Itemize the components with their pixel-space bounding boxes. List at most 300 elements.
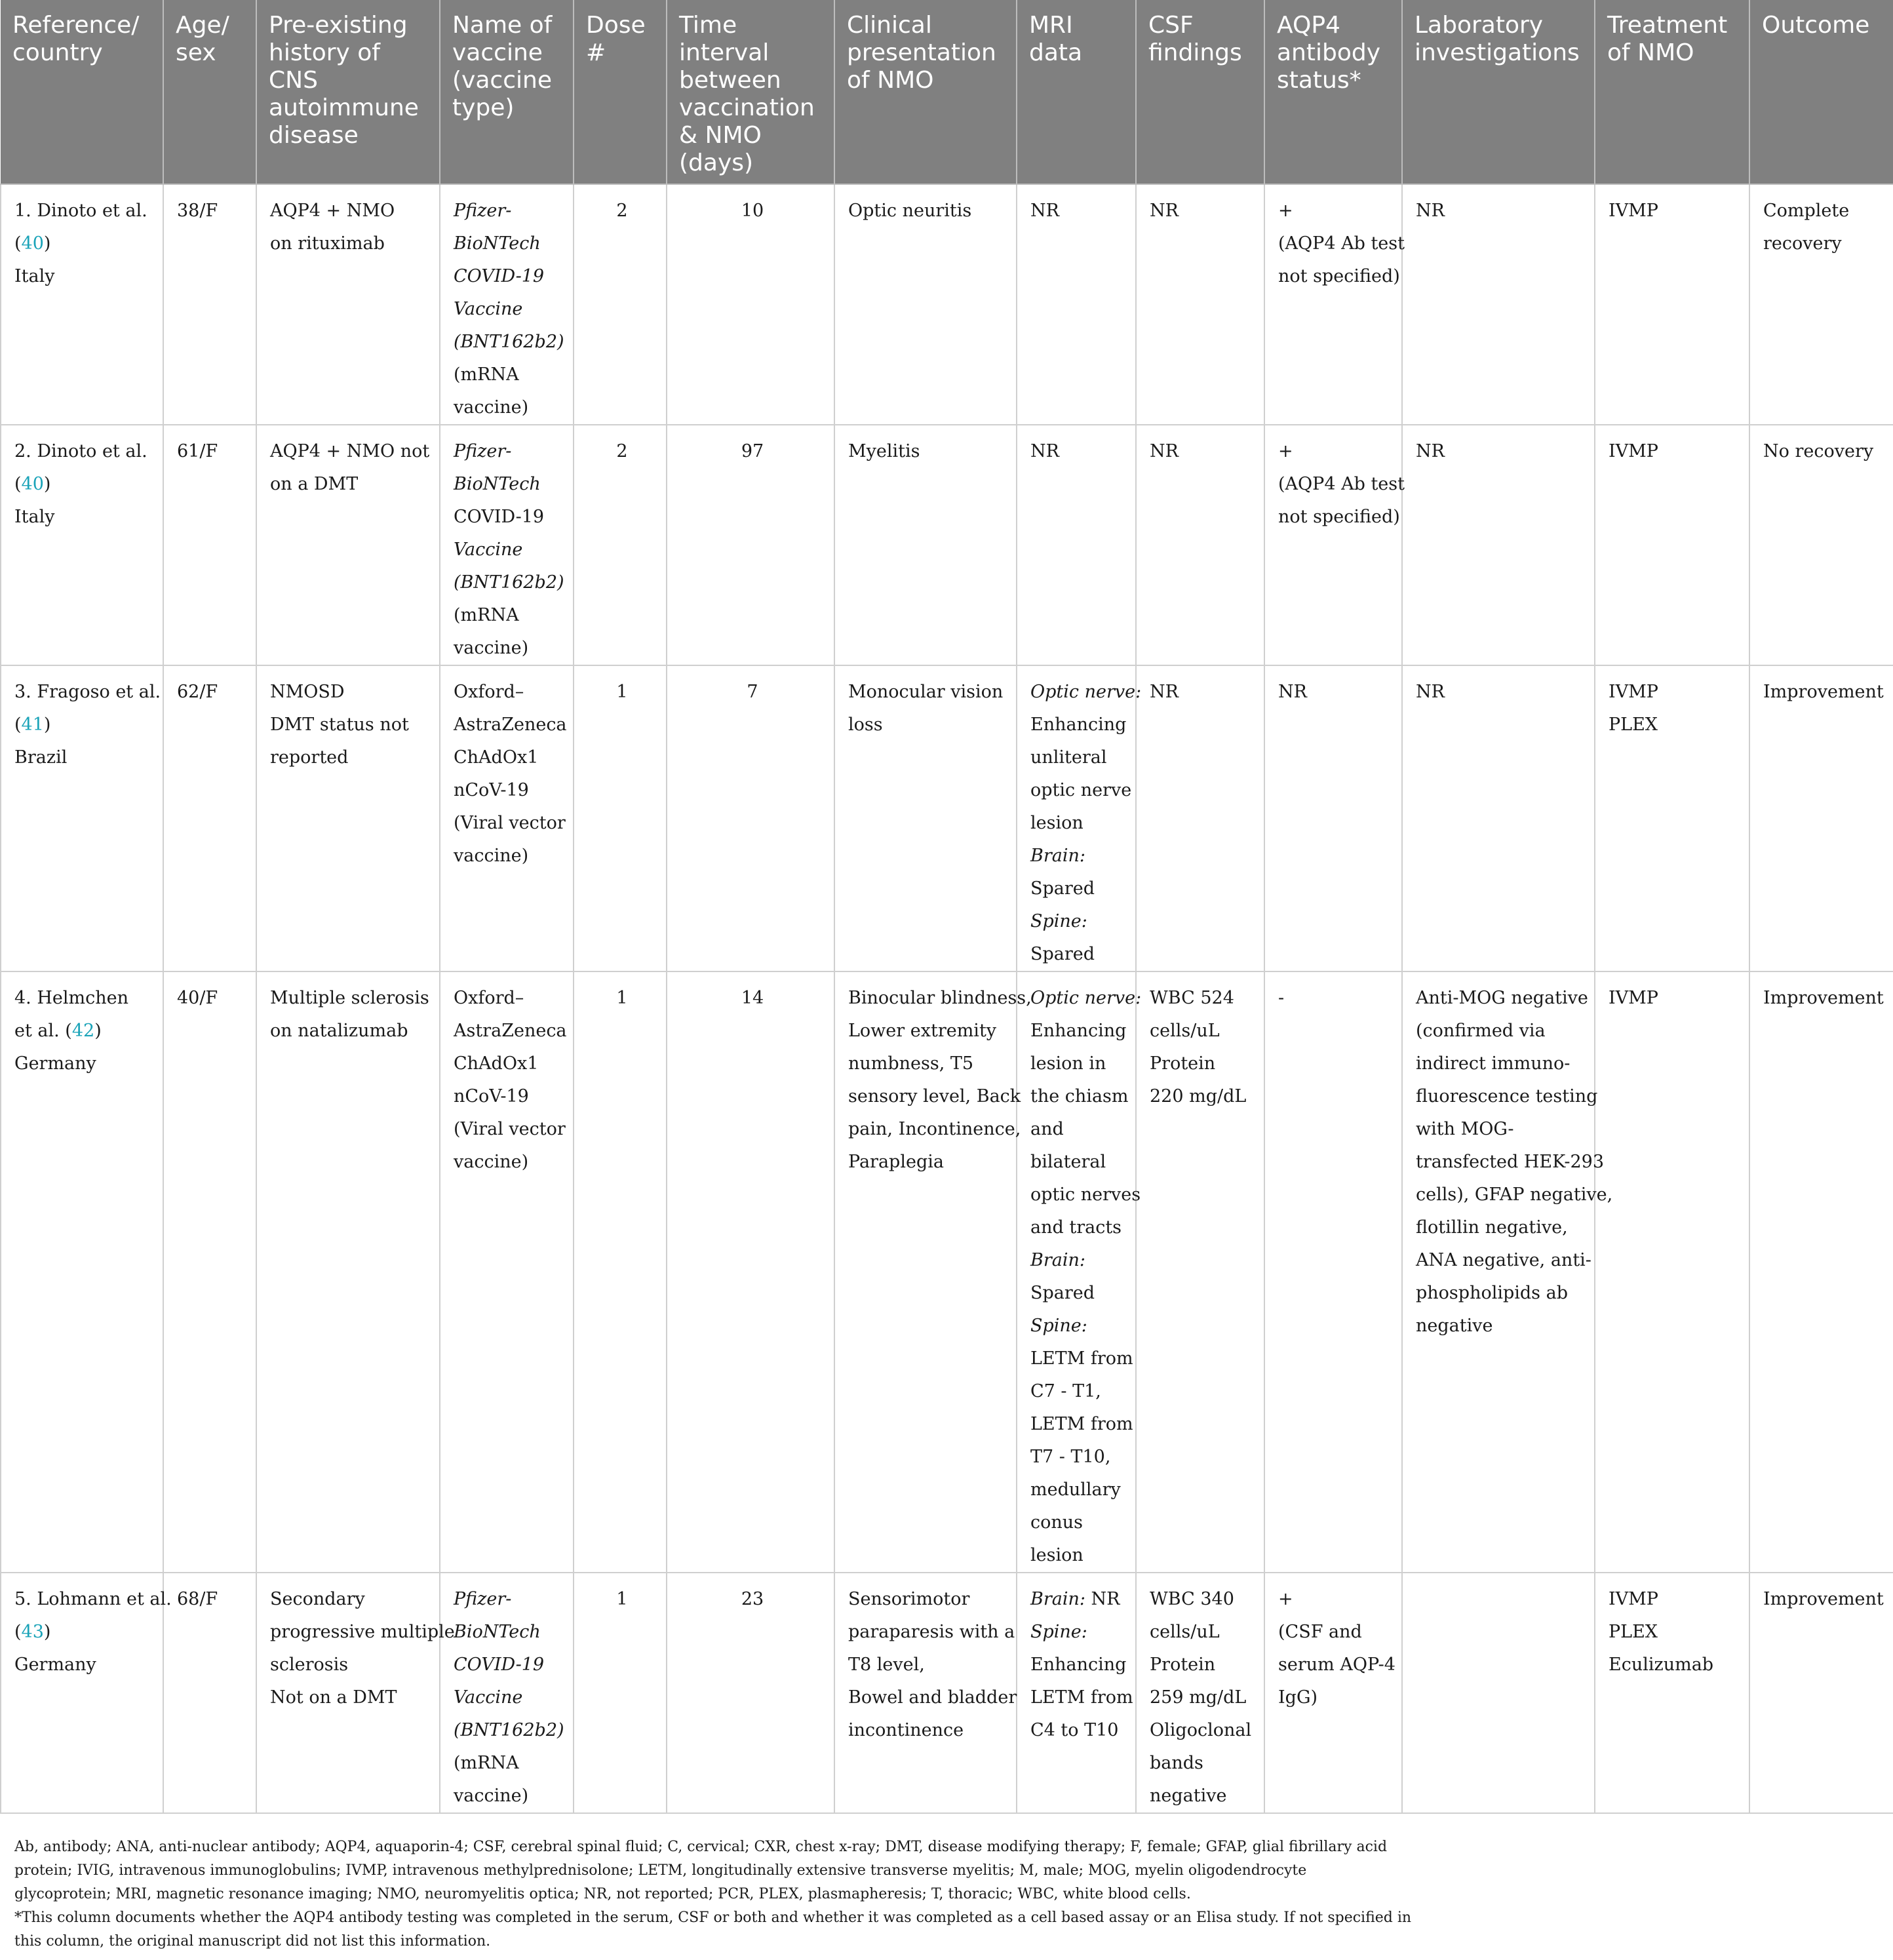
mri-cell [1017, 665, 1142, 971]
interval-cell [667, 665, 834, 971]
vaccine-cell-line: vaccine) [454, 846, 529, 866]
lab-cell [1402, 665, 1595, 971]
reference-cell [1, 1573, 172, 1813]
reference-cell [1, 184, 163, 425]
header-line: (days) [679, 149, 754, 176]
mri-cell-line: lesion [1030, 813, 1083, 833]
presentation-cell-line: pain, Incontinence, [848, 1119, 1021, 1139]
citation-link[interactable]: 41 [21, 715, 44, 735]
header-line: presentation [847, 39, 996, 66]
table-footnotes [14, 1835, 1456, 1953]
aqp4-cell [1264, 425, 1405, 665]
header-lab [1402, 0, 1595, 184]
csf-cell-line: cells/uL [1150, 1021, 1220, 1041]
treatment-cell [1595, 971, 1749, 1573]
presentation-cell [834, 1573, 1017, 1813]
vaccine-cell [440, 665, 574, 971]
presentation-cell [834, 971, 1032, 1573]
mri-cell-line: bilateral [1030, 1152, 1106, 1172]
outcome-cell-line: Complete [1763, 201, 1850, 221]
interval-value: 23 [741, 1589, 764, 1609]
mri-cell-line: Enhancing [1030, 1655, 1127, 1675]
vaccine-cell-line: nCoV-19 [454, 780, 529, 800]
vaccine-cell-line: Vaccine [454, 1687, 523, 1708]
csf-cell-line: 259 mg/dL [1150, 1687, 1247, 1708]
treatment-cell-line: IVMP [1609, 682, 1658, 702]
citation-prefix: ( [14, 1622, 22, 1642]
mri-cell-line: Spared [1030, 878, 1095, 899]
vaccine-cell-line: (Viral vector [454, 813, 566, 833]
interval-cell [667, 971, 834, 1573]
footnote-line: protein; IVIG, intravenous immunoglobulins; IVMP, intravenous methylprednisolone; LETM, longitudinally extensive transverse myelitis; M, male; MOG, myelin oligodendrocyte [14, 1862, 1307, 1879]
age-sex-value: 38/F [177, 201, 218, 221]
citation-link[interactable]: 40 [21, 474, 44, 494]
mri-cell-line: Spared [1030, 944, 1095, 964]
vaccine-cell-line: (BNT162b2) [454, 1720, 564, 1740]
table-row [1, 971, 1893, 1573]
mri-cell-line: T7 - T10, [1030, 1447, 1111, 1467]
aqp4-cell-line: not specified) [1278, 507, 1400, 527]
mri-cell-line: Spine: [1030, 1622, 1087, 1642]
mri-cell-line: and [1030, 1119, 1064, 1139]
csf-cell [1136, 665, 1264, 971]
mri-cell-line: conus [1030, 1512, 1083, 1533]
csf-cell [1136, 1573, 1264, 1813]
outcome-cell-line: recovery [1763, 233, 1842, 254]
age-sex-cell [163, 1573, 256, 1813]
csf-cell [1136, 971, 1264, 1573]
lab-cell-line: cells), GFAP negative, [1416, 1185, 1613, 1205]
vaccine-cell-line: Vaccine [454, 299, 523, 319]
mri-region-label: Brain: [1030, 1589, 1085, 1609]
lab-cell-line: fluorescence testing [1416, 1086, 1598, 1107]
header-history [256, 0, 440, 184]
reference-country: Italy [14, 266, 55, 286]
lab-cell-line: Anti-MOG negative [1416, 988, 1588, 1008]
citation-suffix: ) [94, 1021, 102, 1041]
treatment-cell-line: IVMP [1609, 201, 1658, 221]
mri-cell-line: and tracts [1030, 1217, 1122, 1238]
presentation-cell-line: paraparesis with a [848, 1622, 1015, 1642]
history-cell [256, 425, 440, 665]
interval-value: 10 [741, 201, 764, 221]
lab-cell [1402, 425, 1595, 665]
header-line: vaccination [679, 94, 815, 121]
history-cell-line: NMOSD [270, 682, 345, 702]
mri-cell-line: lesion [1030, 1545, 1083, 1565]
header-line: Age/ [176, 12, 229, 39]
history-cell-line: on a DMT [270, 474, 359, 494]
header-line: of NMO [847, 67, 934, 94]
reference-citation [14, 227, 153, 260]
table-body [1, 184, 1893, 1813]
treatment-cell-line: IVMP [1609, 988, 1658, 1008]
aqp4-cell-line: IgG) [1278, 1687, 1318, 1708]
dose-value: 2 [616, 201, 628, 221]
vaccine-cell-line: BioNTech [454, 474, 541, 494]
treatment-cell-line: IVMP [1609, 441, 1658, 461]
vaccine-cell-line: nCoV-19 [454, 1086, 529, 1107]
vaccine-cell [440, 1573, 574, 1813]
history-cell-line: reported [270, 747, 349, 768]
aqp4-cell-line: serum AQP-4 [1278, 1655, 1395, 1675]
vaccine-cell-line: (Viral vector [454, 1119, 566, 1139]
history-cell [256, 665, 440, 971]
lab-cell [1402, 184, 1595, 425]
reference-citation [14, 1616, 153, 1649]
vaccine-cell [440, 184, 574, 425]
header-line: Clinical [847, 12, 932, 39]
csf-cell-line: cells/uL [1150, 1622, 1220, 1642]
presentation-cell-line: Optic neuritis [848, 201, 972, 221]
csf-cell-line: Protein [1150, 1655, 1216, 1675]
mri-cell-line: Brain: [1030, 846, 1085, 866]
lab-cell-line: NR [1416, 682, 1445, 702]
reference-authors: 2. Dinoto et al. [14, 441, 147, 461]
vaccine-cell-line: Oxford– [454, 682, 524, 702]
aqp4-cell [1264, 184, 1405, 425]
vaccine-cell-line: AstraZeneca [454, 1021, 567, 1041]
aqp4-cell-line: (CSF and [1278, 1622, 1362, 1642]
outcome-cell-line: Improvement [1763, 682, 1884, 702]
history-cell-line: on natalizumab [270, 1021, 408, 1041]
mri-region-value: NR [1085, 1589, 1120, 1609]
citation-prefix: ( [14, 474, 22, 494]
lab-cell-line: negative [1416, 1316, 1493, 1336]
vaccine-cell-line: COVID-19 [454, 507, 545, 527]
vaccine-cell-line: AstraZeneca [454, 715, 567, 735]
age-sex-cell [163, 971, 256, 1573]
vaccine-cell-line: vaccine) [454, 1152, 529, 1172]
aqp4-cell-line: (AQP4 Ab test [1278, 233, 1405, 254]
outcome-cell-line: No recovery [1763, 441, 1874, 461]
mri-cell-line [1030, 1583, 1126, 1616]
presentation-cell-line: Lower extremity [848, 1021, 997, 1041]
reference-authors: 4. Helmchen [14, 988, 128, 1008]
mri-cell-line: optic nerves [1030, 1185, 1141, 1205]
reference-authors: 1. Dinoto et al. [14, 201, 147, 221]
mri-cell-line: Enhancing [1030, 1021, 1127, 1041]
interval-value: 7 [747, 682, 758, 702]
header-reference [1, 0, 163, 184]
header-line: investigations [1415, 39, 1580, 66]
citation-link[interactable]: 42 [71, 1021, 95, 1041]
dose-cell [574, 425, 667, 665]
header-vaccine [440, 0, 574, 184]
dose-value: 1 [616, 1589, 628, 1609]
age-sex-cell [163, 425, 256, 665]
vaccine-cell-line: ChAdOx1 [454, 1053, 539, 1074]
mri-cell-line: LETM from [1030, 1414, 1133, 1434]
vaccine-cell-line: Pfizer- [454, 441, 512, 461]
mri-cell [1017, 184, 1136, 425]
interval-cell [667, 184, 834, 425]
lab-cell [1402, 971, 1613, 1573]
header-line: data [1029, 39, 1083, 66]
header-line: Reference/ [12, 12, 140, 39]
header-line: Laboratory [1415, 12, 1544, 39]
vaccine-cell-line: BioNTech [454, 233, 541, 254]
mri-cell-line: Spine: [1030, 1316, 1087, 1336]
header-presentation [834, 0, 1017, 184]
reference-authors: 5. Lohmann et al. [14, 1589, 172, 1609]
mri-cell-line: NR [1030, 201, 1059, 221]
aqp4-cell [1264, 1573, 1402, 1813]
presentation-cell-line: Sensorimotor [848, 1589, 970, 1609]
csf-cell [1136, 425, 1264, 665]
mri-cell-line: C7 - T1, [1030, 1381, 1101, 1401]
header-line: interval [679, 39, 770, 66]
vaccine-cell-line: (BNT162b2) [454, 572, 564, 593]
lab-cell-line: indirect immuno- [1416, 1053, 1571, 1074]
treatment-cell [1595, 1573, 1749, 1813]
csf-cell-line: NR [1150, 682, 1179, 702]
vaccine-cell-line: ChAdOx1 [454, 747, 539, 768]
presentation-cell-line: Paraplegia [848, 1152, 944, 1172]
dose-cell [574, 665, 667, 971]
header-line: disease [269, 122, 359, 149]
dose-cell [574, 1573, 667, 1813]
header-line: country [12, 39, 103, 66]
age-sex-cell [163, 665, 256, 971]
footnote-line: this column, the original manuscript did not list this information. [14, 1933, 491, 1950]
presentation-cell-line: Bowel and bladder [848, 1687, 1017, 1708]
aqp4-cell-line: (AQP4 Ab test [1278, 474, 1405, 494]
outcome-cell [1749, 425, 1893, 665]
mri-cell-line: unliteral [1030, 747, 1107, 768]
csf-cell [1136, 184, 1264, 425]
vaccine-cell-line: (BNT162b2) [454, 332, 564, 352]
vaccine-cell-line: vaccine) [454, 1786, 529, 1806]
header-interval [667, 0, 834, 184]
citation-suffix: ) [43, 1622, 51, 1642]
mri-cell-line: C4 to T10 [1030, 1720, 1119, 1740]
age-sex-value: 40/F [177, 988, 218, 1008]
header-line: & NMO [679, 122, 762, 149]
citation-prefix: ( [14, 715, 22, 735]
lab-cell-line: with MOG- [1416, 1119, 1514, 1139]
mri-cell-line: Spared [1030, 1283, 1095, 1303]
vaccine-cell-line: COVID-19 [454, 266, 545, 286]
treatment-cell-line: IVMP [1609, 1589, 1658, 1609]
aqp4-cell-line: not specified) [1278, 266, 1400, 286]
history-cell [256, 1573, 455, 1813]
csf-cell-line: NR [1150, 441, 1179, 461]
vaccine-cell-line: Pfizer- [454, 201, 512, 221]
presentation-cell [834, 665, 1017, 971]
reference-country: Brazil [14, 747, 68, 768]
reference-country: Germany [14, 1655, 96, 1675]
interval-value: 97 [741, 441, 764, 461]
aqp4-cell-line: + [1278, 201, 1293, 221]
lab-cell-line: (confirmed via [1416, 1021, 1546, 1041]
table-header-row [1, 0, 1893, 184]
csf-cell-line: NR [1150, 201, 1179, 221]
header-line: AQP4 [1277, 12, 1340, 39]
history-cell [256, 184, 440, 425]
reference-country: Germany [14, 1053, 96, 1074]
presentation-cell-line: incontinence [848, 1720, 964, 1740]
header-line: Treatment [1607, 12, 1728, 39]
citation-suffix: ) [43, 474, 51, 494]
interval-cell [667, 1573, 834, 1813]
csf-cell-line: 220 mg/dL [1150, 1086, 1247, 1107]
history-cell-line: DMT status not [270, 715, 409, 735]
vaccine-cell-line: BioNTech [454, 1622, 541, 1642]
aqp4-cell [1264, 665, 1402, 971]
header-line: CNS [269, 67, 318, 94]
presentation-cell-line: T8 level, [848, 1655, 925, 1675]
header-mri [1017, 0, 1136, 184]
header-line: Outcome [1762, 12, 1870, 39]
table-row [1, 425, 1893, 665]
header-treatment [1595, 0, 1749, 184]
age-sex-value: 61/F [177, 441, 218, 461]
history-cell-line: Multiple sclerosis [270, 988, 429, 1008]
mri-cell-line: LETM from [1030, 1348, 1133, 1369]
lab-cell-line: NR [1416, 201, 1445, 221]
mri-cell [1017, 971, 1142, 1573]
header-line: (vaccine [452, 67, 552, 94]
footnote-line: *This column documents whether the AQP4 antibody testing was completed in the serum, CSF or both and whether it was completed as a cell based assay or an Elisa study. If not specified in [14, 1910, 1412, 1926]
history-cell-line: AQP4 + NMO [270, 201, 395, 221]
mri-cell-line: the chiasm [1030, 1086, 1129, 1107]
reference-cell [1, 425, 163, 665]
citation-suffix: ) [43, 715, 51, 735]
reference-authors: 3. Fragoso et al. [14, 682, 161, 702]
lab-cell-line: phospholipids ab [1416, 1283, 1569, 1303]
header-line: Name of [452, 12, 553, 39]
vaccine-cell [440, 971, 574, 1573]
header-line: Dose [586, 12, 646, 39]
header-line: between [679, 67, 781, 94]
dose-cell [574, 971, 667, 1573]
mri-cell-line: Brain: [1030, 1250, 1085, 1270]
treatment-cell [1595, 425, 1749, 665]
outcome-cell [1749, 665, 1893, 971]
header-line: # [586, 39, 606, 66]
header-aqp4 [1264, 0, 1402, 184]
header-line: vaccine [452, 39, 543, 66]
lab-cell-line: flotillin negative, [1416, 1217, 1568, 1238]
presentation-cell [834, 184, 1017, 425]
presentation-cell-line: numbness, T5 [848, 1053, 974, 1074]
dose-cell [574, 184, 667, 425]
citation-link[interactable]: 40 [21, 233, 44, 254]
history-cell-line: Not on a DMT [270, 1687, 397, 1708]
history-cell-line: Secondary [270, 1589, 365, 1609]
abbreviations-note [14, 1835, 1456, 1906]
vaccine-cell-line: Vaccine [454, 539, 523, 560]
lab-cell [1402, 1573, 1595, 1813]
vaccine-cell-line: vaccine) [454, 638, 529, 658]
header-line: findings [1148, 39, 1242, 66]
interval-value: 14 [741, 988, 764, 1008]
reference-country: Italy [14, 507, 55, 527]
outcome-cell-line: Improvement [1763, 988, 1884, 1008]
header-csf [1136, 0, 1264, 184]
history-cell [256, 971, 440, 1573]
vaccine-cell-line: Oxford– [454, 988, 524, 1008]
table-row [1, 184, 1893, 425]
age-sex-value: 68/F [177, 1589, 218, 1609]
reference-cell [1, 971, 163, 1573]
mri-cell-line: Spine: [1030, 911, 1087, 931]
header-line: type) [452, 94, 515, 121]
mri-cell-line: lesion in [1030, 1053, 1106, 1074]
history-cell-line: AQP4 + NMO not [270, 441, 430, 461]
aqp4-cell [1264, 971, 1402, 1573]
footnote-line: glycoprotein; MRI, magnetic resonance imaging; NMO, neuromyelitis optica; NR, not reported; PCR, PLEX, plasmapheresis; T, thoracic; WBC, white blood cells. [14, 1886, 1191, 1902]
dose-value: 1 [616, 988, 628, 1008]
vaccine-cell-line: (mRNA [454, 605, 519, 625]
history-cell-line: progressive multiple [270, 1622, 455, 1642]
table-row [1, 1573, 1893, 1813]
lab-cell-line: ANA negative, anti- [1416, 1250, 1591, 1270]
age-sex-cell [163, 184, 256, 425]
presentation-cell-line: Monocular vision [848, 682, 1004, 702]
outcome-cell [1749, 184, 1893, 425]
outcome-cell [1749, 971, 1893, 1573]
presentation-cell-line: Myelitis [848, 441, 920, 461]
presentation-cell-line: Binocular blindness, [848, 988, 1032, 1008]
reference-citation [14, 468, 153, 501]
vaccine-cell-line: (mRNA [454, 364, 519, 385]
vaccine-cell-line: (mRNA [454, 1753, 519, 1773]
csf-cell-line: WBC 524 [1150, 988, 1234, 1008]
header-line: of NMO [1607, 39, 1694, 66]
treatment-cell-line: Eculizumab [1609, 1655, 1714, 1675]
header-line: MRI [1029, 12, 1073, 39]
aqp4-cell-line: + [1278, 441, 1293, 461]
header-line: status* [1277, 67, 1361, 94]
treatment-cell [1595, 665, 1749, 971]
history-cell-line: on rituximab [270, 233, 385, 254]
presentation-cell-line: sensory level, Back [848, 1086, 1021, 1107]
csf-cell-line: Protein [1150, 1053, 1216, 1074]
interval-cell [667, 425, 834, 665]
age-sex-value: 62/F [177, 682, 218, 702]
treatment-cell-line: PLEX [1609, 715, 1658, 735]
header-outcome [1749, 0, 1893, 184]
csf-cell-line: bands [1150, 1753, 1203, 1773]
mri-cell [1017, 425, 1136, 665]
mri-cell-line: Optic nerve: [1030, 682, 1142, 702]
vaccine-cell-line: COVID-19 [454, 1655, 545, 1675]
lab-cell-line: transfected HEK-293 [1416, 1152, 1605, 1172]
reference-citation [14, 709, 153, 741]
citation-link[interactable]: 43 [21, 1622, 44, 1642]
csf-cell-line: Oligoclonal [1150, 1720, 1252, 1740]
lab-cell-line: NR [1416, 441, 1445, 461]
vaccine-cell [440, 425, 574, 665]
mri-cell-line: LETM from [1030, 1687, 1133, 1708]
treatment-cell [1595, 184, 1749, 425]
header-age-sex [163, 0, 256, 184]
reference-citation [14, 1015, 153, 1048]
header-line: sex [176, 39, 216, 66]
header-line: Pre-existing [269, 12, 408, 39]
mri-cell-line: medullary [1030, 1480, 1121, 1500]
mri-cell [1017, 1573, 1136, 1813]
outcome-cell [1749, 1573, 1893, 1813]
footnote-line: Ab, antibody; ANA, anti-nuclear antibody; AQP4, aquaporin-4; CSF, cerebral spinal fluid; C, cervical; CXR, chest x-ray; DMT, disease modifying therapy; F, female; GFAP, glial fibrillary acid [14, 1839, 1388, 1855]
vaccine-cell-line: vaccine) [454, 397, 529, 418]
header-line: Time [679, 12, 737, 39]
presentation-cell [834, 425, 1017, 665]
mri-cell-line: optic nerve [1030, 780, 1132, 800]
presentation-cell-line: loss [848, 715, 883, 735]
